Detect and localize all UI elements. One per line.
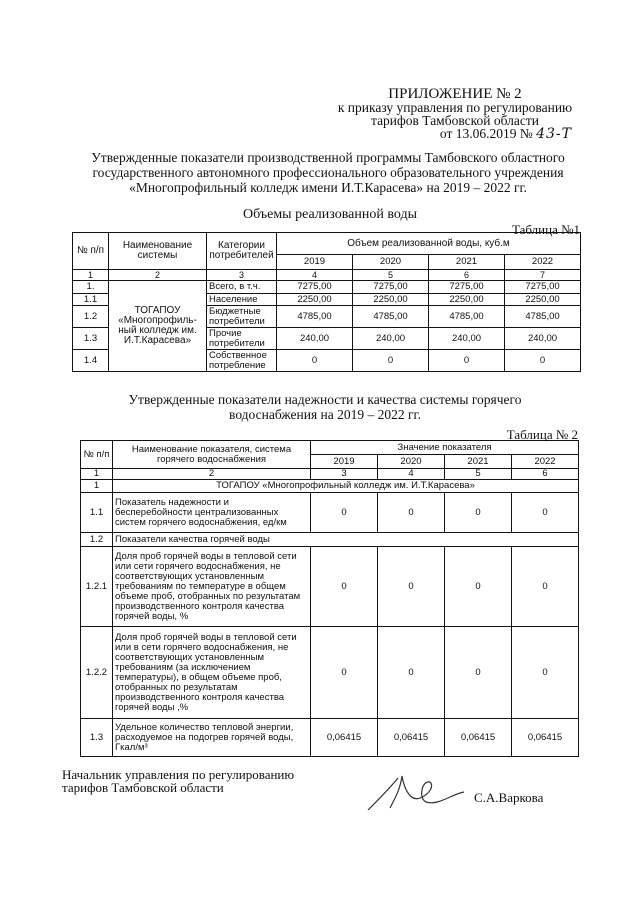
t1-year: 2019	[277, 255, 353, 270]
t1-row-num: 1.1	[73, 294, 109, 306]
t2-row-name: Показатели качества горячей воды	[113, 533, 579, 547]
t2-row-name: Удельное количество тепловой энергии, расходуемое на подогрев горячей воды, Гкал/м³	[113, 719, 311, 757]
t2-year: 2020	[378, 455, 445, 469]
t1-cell: 2250,00	[353, 294, 429, 306]
t2-org-name: ТОГАПОУ «Многопрофильный колледж им. И.Т.Карасева»	[113, 480, 579, 493]
t2-row-num: 1.2.2	[81, 627, 113, 719]
t1-year: 2022	[505, 255, 581, 270]
t2-year: 2021	[445, 455, 512, 469]
t1-row-category: Всего, в т.ч.	[207, 281, 277, 294]
t2-cell: 0	[378, 493, 445, 533]
footer-line2: тарифов Тамбовской области	[62, 780, 224, 795]
t1-row-category: Бюджетные потребители	[207, 306, 277, 328]
t2-year: 2022	[512, 455, 579, 469]
t2-cell: 0	[311, 547, 378, 627]
t2-year: 2019	[311, 455, 378, 469]
t1-row-category: Население	[207, 294, 277, 306]
t2-index: 3	[311, 469, 378, 480]
t1-cell: 240,00	[277, 328, 353, 350]
t1-year: 2020	[353, 255, 429, 270]
signature-block	[62, 768, 294, 794]
t2-cell: 0	[512, 547, 579, 627]
t2-row-num: 1.2	[81, 533, 113, 547]
t2-header-num: № п/п	[81, 441, 113, 469]
t1-cell: 4785,00	[353, 306, 429, 328]
t2-index: 2	[113, 469, 311, 480]
t2-index: 6	[512, 469, 579, 480]
t2-cell: 0,06415	[378, 719, 445, 757]
handwritten-signature	[360, 768, 470, 818]
table-row	[81, 493, 579, 533]
t1-cell: 4785,00	[429, 306, 505, 328]
t1-index: 1	[73, 270, 109, 281]
t1-cell: 7275,00	[505, 281, 581, 294]
table-row	[81, 627, 579, 719]
table1-label: Таблица №1	[511, 222, 580, 237]
appendix-line3: тарифов Тамбовской области	[371, 113, 539, 128]
signer-name: С.А.Варкова	[474, 790, 544, 805]
appendix-number: 43-Т	[536, 126, 572, 142]
t1-cell: 7275,00	[353, 281, 429, 294]
t2-row-name: Доля проб горячей воды в тепловой сети или в сети горячего водоснабжения, не соответствующих установленным требованиям (за исключением температуры), в общем объеме проб, отобранных по результатам производственного контроля качества горячей воды ,%	[113, 627, 311, 719]
t1-row-num: 1.	[73, 281, 109, 294]
appendix-header	[330, 88, 580, 141]
t1-cell: 2250,00	[505, 294, 581, 306]
t2-index: 5	[445, 469, 512, 480]
t1-index: 6	[429, 270, 505, 281]
t2-cell: 0,06415	[445, 719, 512, 757]
t2-header-name: Наименование показателя, система горячего водоснабжения	[113, 441, 311, 469]
heading-production-program: Утвержденные показатели производственной программы Тамбовского областного государственного автономного профессионального образовательного учреждения «Многопрофильный колледж имени И.Т.Карасева» на 2019 – 2022 гг.	[91, 150, 565, 195]
table-row	[73, 281, 581, 294]
t2-row-num: 1.2.1	[81, 547, 113, 627]
t1-cell: 0	[429, 350, 505, 372]
t1-cell: 240,00	[429, 328, 505, 350]
t2-cell: 0,06415	[512, 719, 579, 757]
appendix-line2: к приказу управления по регулированию	[337, 100, 573, 115]
t1-year: 2021	[429, 255, 505, 270]
t2-org-num: 1	[81, 480, 113, 493]
t2-header-value: Значение показателя	[311, 441, 579, 455]
t1-header-category: Категории потребителей	[207, 233, 277, 270]
table-row	[81, 547, 579, 627]
t1-header-volume: Объем реализованной воды, куб.м	[277, 233, 581, 255]
t1-cell: 4785,00	[277, 306, 353, 328]
t1-index: 2	[109, 270, 207, 281]
table-reliability	[80, 440, 579, 757]
t2-index: 1	[81, 469, 113, 480]
t2-cell: 0	[311, 493, 378, 533]
t1-cell: 240,00	[353, 328, 429, 350]
table-water-volumes	[72, 232, 581, 372]
t1-cell: 0	[353, 350, 429, 372]
t1-header-name: Наименование системы	[109, 233, 207, 270]
t1-cell: 0	[505, 350, 581, 372]
table-row	[81, 533, 579, 547]
t1-index: 5	[353, 270, 429, 281]
t2-row-name: Доля проб горячей воды в тепловой сети или сети горячего водоснабжения, не соответствующих установленным требованиям по температуре в общем объеме проб, отобранных по результатам производственного контроля качества горячей воды, %	[113, 547, 311, 627]
t1-cell: 7275,00	[429, 281, 505, 294]
t1-header-num: № п/п	[73, 233, 109, 270]
t1-system-name: ТОГАПОУ «Многопрофиль-ный колледж им. И.Т.Карасева»	[109, 281, 207, 372]
t1-cell: 4785,00	[505, 306, 581, 328]
t2-row-num: 1.3	[81, 719, 113, 757]
t1-cell: 0	[277, 350, 353, 372]
t1-cell: 240,00	[505, 328, 581, 350]
t2-cell: 0	[445, 493, 512, 533]
heading-reliability: Утвержденные показатели надежности и качества системы горячего водоснабжения на 2019 – 2022 гг.	[128, 392, 522, 422]
t1-cell: 7275,00	[277, 281, 353, 294]
t2-row-num: 1.1	[81, 493, 113, 533]
t1-index: 3	[207, 270, 277, 281]
t2-cell: 0	[311, 627, 378, 719]
t2-cell: 0	[512, 493, 579, 533]
t2-index: 4	[378, 469, 445, 480]
table-row	[81, 719, 579, 757]
appendix-date: от 13.06.2019 №	[439, 126, 533, 141]
t1-cell: 2250,00	[277, 294, 353, 306]
t2-cell: 0	[378, 627, 445, 719]
section1-title: Объемы реализованной воды	[242, 207, 417, 222]
t1-row-num: 1.3	[73, 328, 109, 350]
t2-cell: 0	[445, 627, 512, 719]
t2-cell: 0	[512, 627, 579, 719]
t2-row-name: Показатель надежности и бесперебойности централизованных систем горячего водоснабжения, ед/км	[113, 493, 311, 533]
footer-line1: Начальник управления по регулированию	[62, 767, 295, 782]
appendix-title: ПРИЛОЖЕНИЕ № 2	[388, 86, 522, 102]
t1-cell: 2250,00	[429, 294, 505, 306]
t1-row-category: Прочие потребители	[207, 328, 277, 350]
t2-cell: 0,06415	[311, 719, 378, 757]
t1-row-num: 1.2	[73, 306, 109, 328]
t1-index: 7	[505, 270, 581, 281]
t2-cell: 0	[378, 547, 445, 627]
t1-row-category: Собственное потребление	[207, 350, 277, 372]
table2-label: Таблица № 2	[506, 427, 578, 442]
t1-index: 4	[277, 270, 353, 281]
t1-row-num: 1.4	[73, 350, 109, 372]
t2-cell: 0	[445, 547, 512, 627]
